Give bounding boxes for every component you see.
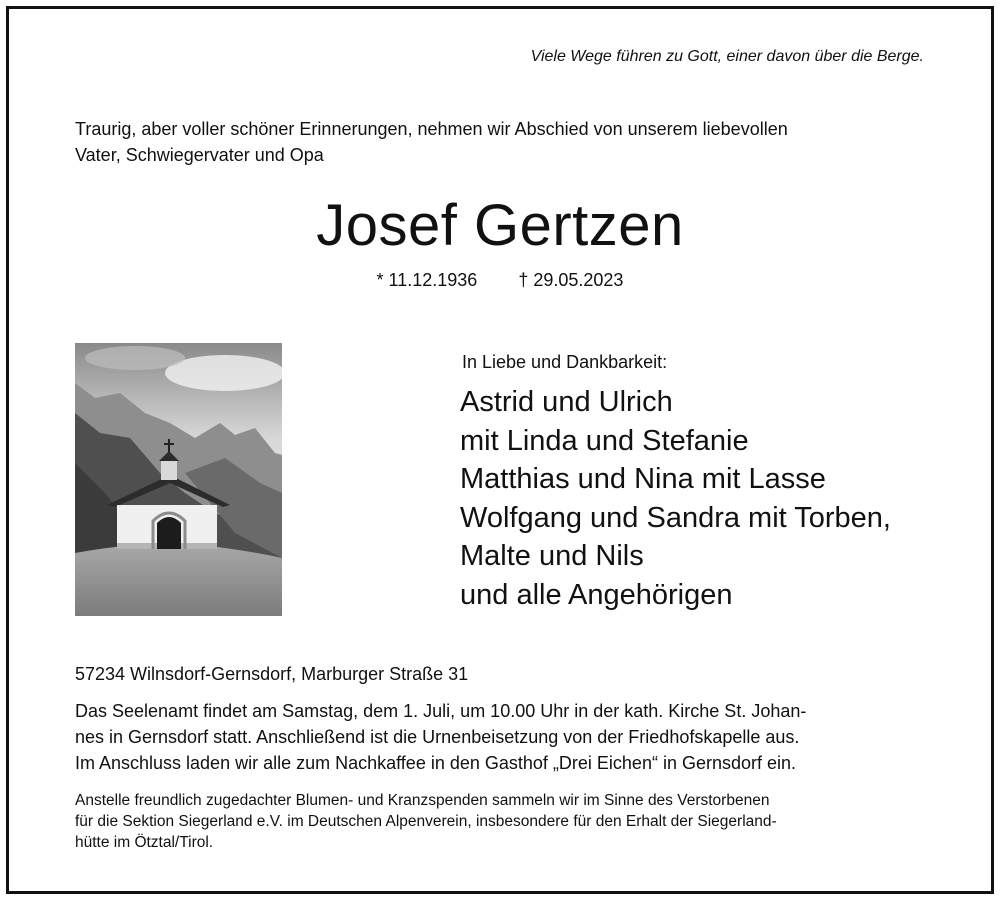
mourner-line: Matthias und Nina mit Lasse <box>460 463 826 495</box>
service-line: nes in Gernsdorf statt. Anschließend ist die Urnenbeisetzung von der Friedhofskapelle aus. <box>75 727 800 747</box>
donation-line: Anstelle freundlich zugedachter Blumen- und Kranzspenden sammeln wir im Sinne des Verstorbenen <box>75 792 770 809</box>
family-address: 57234 Wilnsdorf-Gernsdorf, Marburger Straße 31 <box>75 664 469 684</box>
intro-text <box>75 116 935 168</box>
service-line: Im Anschluss laden wir alle zum Nachkaffee in den Gasthof „Drei Eichen“ in Gernsdorf ein. <box>75 753 797 773</box>
service-notice <box>75 698 935 776</box>
intro-line: Vater, Schwiegervater und Opa <box>75 145 324 165</box>
mourners-intro: In Liebe und Dankbarkeit: <box>462 352 668 372</box>
motto-quote: Viele Wege führen zu Gott, einer davon über die Berge. <box>530 48 924 65</box>
mourner-line: mit Linda und Stefanie <box>460 424 749 457</box>
intro-line: Traurig, aber voller schöner Erinnerungen, nehmen wir Abschied von unserem liebevollen <box>75 119 788 139</box>
mourner-line: Wolfgang und Sandra mit Torben, <box>460 501 891 534</box>
mourners-list <box>460 383 891 614</box>
mountain-chapel-photo <box>75 343 282 616</box>
deceased-name: Josef Gertzen <box>316 193 684 258</box>
death-date: † 29.05.2023 <box>518 270 624 290</box>
mourner-line: und alle Angehörigen <box>460 578 733 611</box>
life-dates <box>0 270 1000 291</box>
donation-line: hütte im Ötztal/Tirol. <box>75 834 214 851</box>
birth-date: * 11.12.1936 <box>376 270 478 290</box>
donation-notice <box>75 790 935 853</box>
mourner-line: Malte und Nils <box>460 540 644 572</box>
donation-line: für die Sektion Siegerland e.V. im Deutschen Alpenverein, insbesondere für den Erhalt der Siegerland- <box>75 813 777 830</box>
mourner-line: Astrid und Ulrich <box>460 386 673 418</box>
service-line: Das Seelenamt findet am Samstag, dem 1. Juli, um 10.00 Uhr in der kath. Kirche St. Johan- <box>75 701 807 721</box>
